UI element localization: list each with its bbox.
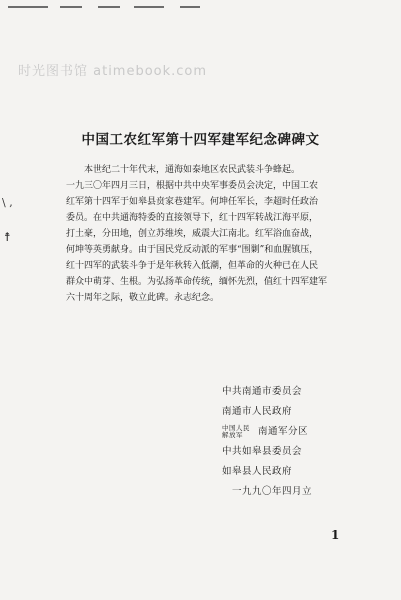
inscription-body [66,162,356,306]
signatory-line: 如皋县人民政府 [222,466,293,477]
body-line: 红十四军的武装斗争于是年秋转入低潮，但革命的火种已在人民 [66,261,319,271]
pla-suffix: 南通军分区 [258,426,309,437]
signatory-line: 南通市人民政府 [222,406,293,417]
body-line: 委员。在中共通海特委的直接领导下，红十四军转战江海平原， [66,213,319,223]
watermark-text: 时光图书馆 atimebook.com [18,64,208,79]
body-line: 本世纪二十年代末，通海如泰地区农民武装斗争蜂起。 [84,165,301,175]
margin-mark: \ , [2,196,13,209]
signatory-line-pla [222,422,372,442]
body-line: 何坤等英勇献身。由于国民党反动派的军事“围剿”和血腥镇压， [66,245,319,255]
pla-stack-top: 中国人民 [222,424,250,432]
body-line: 群众中萌芽、生根。为弘扬革命传统，缅怀先烈，值红十四军建军 [66,277,328,287]
signatory-line: 中共南通市委员会 [222,386,303,397]
pla-stack-bottom: 解放军 [222,431,243,439]
body-line: 一九三〇年四月三日，根据中共中央军事委员会决定，中国工农 [66,181,319,191]
body-line: 打土豪，分田地，创立苏维埃，威震大江南北。红军浴血奋战， [66,229,319,239]
pla-stacked-name [222,425,258,439]
body-line: 红军第十四军于如皋县贲家巷建军。何坤任军长，李超时任政治 [66,197,319,207]
margin-mark-cross: ☨ [4,230,11,244]
signature-block [222,382,372,502]
body-line: 六十周年之际，敬立此碑。永志纪念。 [66,293,220,303]
date-line: 一九九〇年四月立 [232,486,313,497]
document-title: 中国工农红军第十四军建军纪念碑碑文 [81,132,320,148]
top-edge-dashes [0,6,401,12]
page-number: 1 [331,528,340,542]
signatory-line: 中共如皋县委员会 [222,446,303,457]
